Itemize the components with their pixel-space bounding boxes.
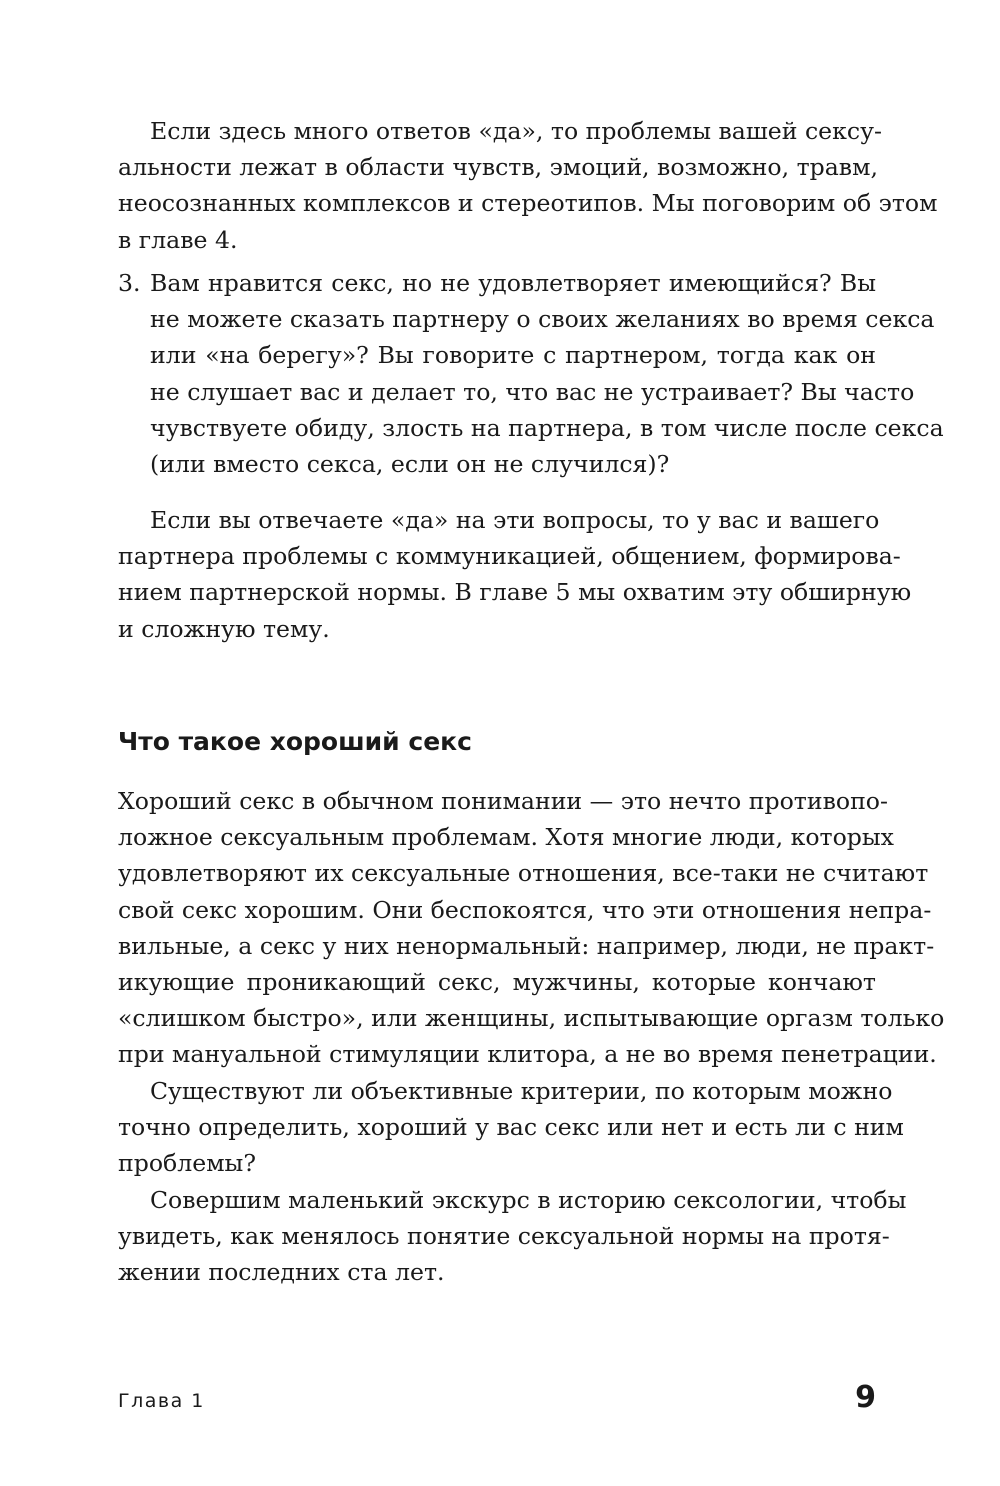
- paragraph: [118, 113, 938, 258]
- running-footer-chapter: Глава 1: [118, 1390, 205, 1412]
- section-heading: Что такое хороший секс: [118, 727, 472, 756]
- text-line: Совершим маленький экскурс в историю сексологии, чтобы: [150, 1186, 907, 1214]
- list-item-text: Вам нравится секс, но не удовлетворяет имеющийся? Вы: [150, 269, 876, 297]
- text-line: свой секс хорошим. Они беспокоятся, что эти отношения непра-: [118, 895, 932, 924]
- text-line: (или вместо секса, если он не случился)?: [150, 449, 670, 478]
- text-line: нием партнерской нормы. В главе 5 мы охватим эту обширную: [118, 578, 912, 607]
- text-line: чувствуете обиду, злость на партнера, в том числе после секса: [150, 413, 944, 442]
- text-line: икующие проникающий секс, мужчины, которые кончают: [118, 967, 876, 996]
- text-line: вильные, а секс у них ненормальный: например, люди, не практ-: [118, 931, 935, 960]
- text-line: Если вы отвечаете «да» на эти вопросы, то у вас и вашего: [150, 506, 880, 534]
- text-line: Хороший секс в обычном понимании — это нечто противопо-: [118, 787, 888, 815]
- text-line: в главе 4.: [118, 225, 238, 254]
- paragraph: [118, 502, 912, 647]
- text-line: «слишком быстро», или женщины, испытывающие оргазм только: [118, 1004, 945, 1033]
- text-line: альности лежат в области чувств, эмоций, возможно, травм,: [118, 153, 878, 182]
- page-number: 9: [855, 1380, 876, 1415]
- text-line: увидеть, как менялось понятие сексуальной нормы на протя-: [118, 1222, 890, 1251]
- paragraph: [118, 1073, 904, 1182]
- text-line: не слушает вас и делает то, что вас не устраивает? Вы часто: [150, 377, 915, 406]
- text-line: жении последних ста лет.: [118, 1258, 445, 1287]
- text-line: и сложную тему.: [118, 614, 330, 643]
- paragraph: [118, 1182, 907, 1291]
- text-line: при мануальной стимуляции клитора, а не во время пенетрации.: [118, 1040, 937, 1069]
- text-line: не можете сказать партнеру о своих желаниях во время секса: [150, 305, 935, 334]
- text-line: Существуют ли объективные критерии, по которым можно: [150, 1077, 893, 1105]
- text-line: ложное сексуальным проблемам. Хотя многие люди, которых: [118, 823, 894, 852]
- text-line: неосознанных комплексов и стереотипов. Мы поговорим об этом: [118, 189, 938, 218]
- list-number: 3.: [118, 269, 141, 297]
- list-item: [118, 265, 944, 482]
- text-line: проблемы?: [118, 1149, 256, 1178]
- text-line: Если здесь много ответов «да», то проблемы вашей сексу-: [150, 117, 882, 145]
- text-line: удовлетворяют их сексуальные отношения, все-таки не считают: [118, 859, 929, 888]
- text-line: точно определить, хороший у вас секс или нет и есть ли с ним: [118, 1113, 904, 1142]
- text-line: или «на берегу»? Вы говорите с партнером, тогда как он: [150, 341, 876, 370]
- paragraph: [118, 783, 945, 1073]
- text-line: партнера проблемы с коммуникацией, общением, формирова-: [118, 542, 901, 571]
- text-line: [118, 265, 876, 301]
